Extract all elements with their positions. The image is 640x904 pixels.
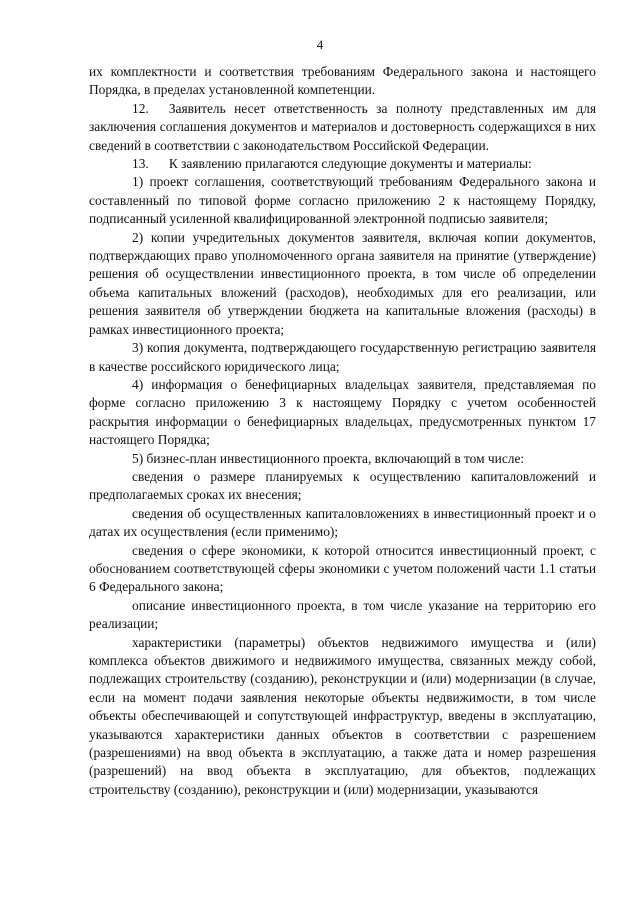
list-item-4: 4) информация о бенефициарных владельцах заявителя, представляемая по форме согласно приложению 3 к настоящему Порядку с учетом особенностей раскрытия информации о бенефициарных владельцах, предусмотренных пунктом 17 настоящего Порядка;	[89, 376, 596, 448]
list-item-1: 1) проект соглашения, соответствующий требованиям Федерального закона и составленный по типовой форме согласно приложению 2 к настоящему Порядку, подписанный усиленной квалифицированной электронной подписью заявителя;	[89, 174, 596, 227]
paragraph: их комплектности и соответствия требованиям Федерального закона и настоящего Порядка, в пределах установленной компетенции.	[89, 64, 596, 98]
list-item-3: 3) копия документа, подтверждающего государственную регистрацию заявителя в качестве российского юридического лица;	[89, 340, 596, 374]
sub-item: описание инвестиционного проекта, в том числе указание на территорию его реализации;	[89, 597, 596, 632]
page-number: 4	[316, 37, 324, 52]
sub-item: характеристики (параметры) объектов недвижимого имущества и (или) комплекса объектов движимого и недвижимого имущества, связанных между собой, подлежащих строительству (созданию), реконструкции и (или) модернизации (в случае, если на момент подачи заявления некоторые объекты недвижимости, в том числе объекты обеспечивающей и сопутствующей инфраструктур, введены в эксплуатацию, указываются характеристики данных объектов в соответствии с разрешением (разрешениями) на ввод объекта в эксплуатацию, а также дата и номер разрешения (разрешений) на ввод объекта в эксплуатацию, для объектов, подлежащих строительству (созданию), реконструкции и (или) модернизации, указываются	[89, 634, 596, 797]
document-body	[89, 63, 596, 799]
list-item-5: 5) бизнес-план инвестиционного проекта, включающий в том числе:	[132, 450, 525, 466]
sub-item: сведения о размере планируемых к осуществлению капиталовложений и предполагаемых сроках их внесения;	[89, 468, 596, 503]
list-item-2: 2) копии учредительных документов заявителя, включая копии документов, подтверждающих право уполномоченного органа заявителя на принятие (утверждение) решения об осуществлении инвестиционного проекта, в том числе об определении объема капитальных вложений (расходов), необходимых для его реализации, или решения заявителя об утверждении бюджета на капитальные вложения (расходы) в рамках инвестиционного проекта;	[89, 229, 596, 337]
sub-item: сведения об осуществленных капиталовложениях в инвестиционный проект и о датах их осуществления (если применимо);	[89, 505, 596, 540]
paragraph-13: 13. К заявлению прилагаются следующие документы и материалы:	[132, 156, 532, 172]
paragraph-12: 12. Заявитель несет ответственность за полноту представленных им для заключения соглашения документов и материалов и достоверность содержащихся в них сведений в соответствии с законодательством Российской Федерации.	[89, 100, 596, 153]
sub-item: сведения о сфере экономики, к которой относится инвестиционный проект, с обоснованием соответствующей сферы экономики с учетом положений части 1.1 статьи 6 Федерального закона;	[89, 542, 596, 595]
